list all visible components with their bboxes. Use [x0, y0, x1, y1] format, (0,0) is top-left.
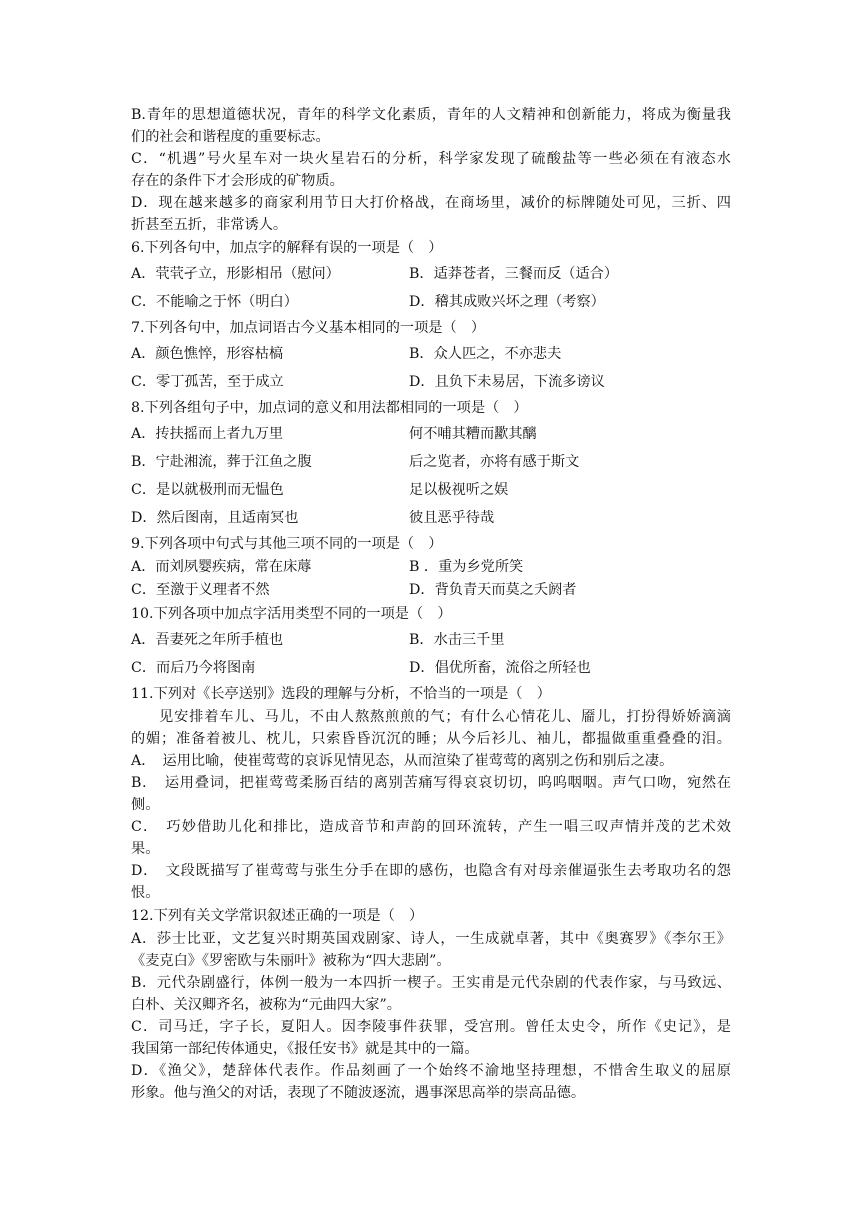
- question-10-stem: 10.下列各项中加点字活用类型不同的一项是（ ）: [131, 606, 452, 622]
- option-d: D．稽其成败兴坏之理（考察）: [409, 294, 605, 310]
- question-9-row1: [131, 556, 731, 579]
- question-10-row2: [131, 654, 731, 682]
- question-11-stem: 11.下列对《长亭送别》选段的理解与分析，不恰当的一项是（ ）: [131, 686, 551, 702]
- option-c: C．而后乃今将图南: [131, 660, 256, 676]
- option-d-line1: D．现在越来越多的商家利用节日大打价格战，在商场里，减价的标牌随处可见，三折、四: [131, 195, 731, 211]
- option-d-line2: 折甚至五折，非常诱人。: [131, 217, 288, 233]
- option-c-pair: 足以极视听之娱: [409, 482, 509, 498]
- question-7-row2: [131, 368, 731, 396]
- question-7-stem: 7.下列各句中，加点词语古今义基本相同的一项是（ ）: [131, 320, 486, 336]
- question-9-stem: 9.下列各项中句式与其他三项不同的一项是（ ）: [131, 536, 443, 552]
- passage-line1: 见安排着车儿、马儿，不由人熬熬煎煎的气；有什么心情花儿、靥儿，打扮得娇娇滴滴: [159, 709, 731, 725]
- option-a-sentence: A．抟扶摇而上者九万里: [131, 426, 284, 442]
- q12-option-c-line2: 我国第一部纪传体通史，《报任安书》就是其中的一篇。: [131, 1041, 479, 1057]
- q11-option-d-line1: D． 文段既描写了崔莺莺与张生分手在即的感伤，也隐含有对母亲催逼张生去考取功名的怨: [131, 863, 731, 879]
- q12-option-b-line1: B．元代杂剧盛行，体例一般为一本四折一楔子。王实甫是元代杂剧的代表作家，与马致远、: [131, 975, 731, 991]
- exam-page: [131, 104, 731, 1104]
- option-c: C．零丁孤苦，至于成立: [131, 374, 284, 390]
- option-d-pair: 彼且恶乎待哉: [409, 510, 495, 526]
- question-8-row2: [131, 448, 731, 476]
- option-d: D．且负下未易居，下流多谤议: [409, 374, 605, 390]
- q12-option-c-line1: C．司马迁，字子长，夏阳人。因李陵事件获罪，受宫刑。曾任太史令，所作《史记》，是: [131, 1019, 731, 1035]
- q12-option-a-line1: A．莎士比亚，文艺复兴时期英国戏剧家、诗人，一生成就卓著，其中《奥赛罗》《李尔王》: [131, 931, 731, 947]
- question-8-stem: 8.下列各组句子中，加点词的意义和用法都相同的一项是（ ）: [131, 400, 528, 416]
- question-10-row1: [131, 626, 731, 654]
- question-6-stem: 6.下列各句中，加点字的解释有误的一项是（ ）: [131, 240, 443, 256]
- option-d: D．背负青天而莫之夭阏者: [409, 582, 577, 598]
- q11-option-b-line1: B． 运用叠词，把崔莺莺柔肠百结的离别苦痛写得哀哀切切，呜呜咽咽。声气口吻，宛然在: [131, 775, 731, 791]
- question-6-row2: [131, 288, 731, 316]
- q11-option-c-line2: 果。: [131, 841, 160, 857]
- passage-line2: 的媚；准备着被儿、枕儿，只索昏昏沉沉的睡；从今后衫儿、袖儿，都揾做重重叠叠的泪。: [131, 731, 731, 747]
- q12-option-a-line2: 《麦克白》《罗密欧与朱丽叶》被称为“四大悲剧”。: [131, 953, 451, 969]
- option-b: B ．重为乡党所笑: [409, 559, 524, 575]
- option-c-line1: C．“机遇”号火星车对一块火星岩石的分析，科学家发现了硫酸盐等一些必须在有液态水: [131, 151, 731, 167]
- question-6-row1: [131, 260, 731, 288]
- option-c-sentence: C．是以就极刑而无愠色: [131, 482, 284, 498]
- option-c-line2: 存在的条件下才会形成的矿物质。: [131, 173, 344, 189]
- q11-option-a: A． 运用比喻，使崔莺莺的哀诉见情见态，从而渲染了崔莺莺的离别之伤和别后之凄。: [131, 753, 674, 769]
- option-d: D．倡优所畜，流俗之所轻也: [409, 660, 591, 676]
- option-a: A．而刘夙婴疾病，常在床蓐: [131, 559, 312, 575]
- option-b: B．水击三千里: [409, 632, 505, 648]
- option-b: B．众人匹之，不亦悲夫: [409, 346, 562, 362]
- option-c: C．不能喻之于怀（明白）: [131, 294, 298, 310]
- q12-option-d-line2: 形象。他与渔父的对话，表现了不随波逐流，遇事深思高举的崇高品德。: [131, 1085, 586, 1101]
- option-b-pair: 后之览者，亦将有感于斯文: [409, 454, 580, 470]
- question-8-row4: [131, 504, 731, 532]
- question-12-stem: 12.下列有关文学常识叙述正确的一项是（ ）: [131, 908, 424, 924]
- q12-option-b-line2: 白朴、关汉卿齐名，被称为“元曲四大家”。: [131, 997, 401, 1013]
- option-c: C．至激于义理者不然: [131, 582, 270, 598]
- q11-option-c-line1: C． 巧妙借助儿化和排比，造成音节和声韵的回环流转，产生一唱三叹声情并茂的艺术效: [131, 819, 731, 835]
- q11-option-d-line2: 恨。: [131, 885, 160, 901]
- option-d-sentence: D．然后图南，且适南冥也: [131, 510, 299, 526]
- q11-option-b-line2: 侧。: [131, 797, 160, 813]
- option-a: A．吾妻死之年所手植也: [131, 632, 284, 648]
- option-b-sentence: B．宁赴湘流，葬于江鱼之腹: [131, 454, 312, 470]
- question-7-row1: [131, 340, 731, 368]
- question-8-row1: [131, 420, 731, 448]
- question-8-row3: [131, 476, 731, 504]
- question-9-row2: [131, 579, 731, 602]
- option-b-line1: B.青年的思想道德状况，青年的科学文化素质，青年的人文精神和创新能力，将成为衡量我: [131, 107, 731, 123]
- option-b-line2: 们的社会和谐程度的重要标志。: [131, 129, 330, 145]
- option-a: A．茕茕孑立，形影相吊（慰问）: [131, 266, 340, 282]
- q12-option-d-line1: D．《渔父》，楚辞体代表作。作品刻画了一个始终不渝地坚持理想，不惜舍生取义的屈原: [131, 1063, 731, 1079]
- option-b: B．适莽苍者，三餐而反（适合）: [409, 266, 619, 282]
- option-a: A．颜色憔悴，形容枯槁: [131, 346, 284, 362]
- option-a-pair: 何不哺其糟而歠其醨: [409, 426, 537, 442]
